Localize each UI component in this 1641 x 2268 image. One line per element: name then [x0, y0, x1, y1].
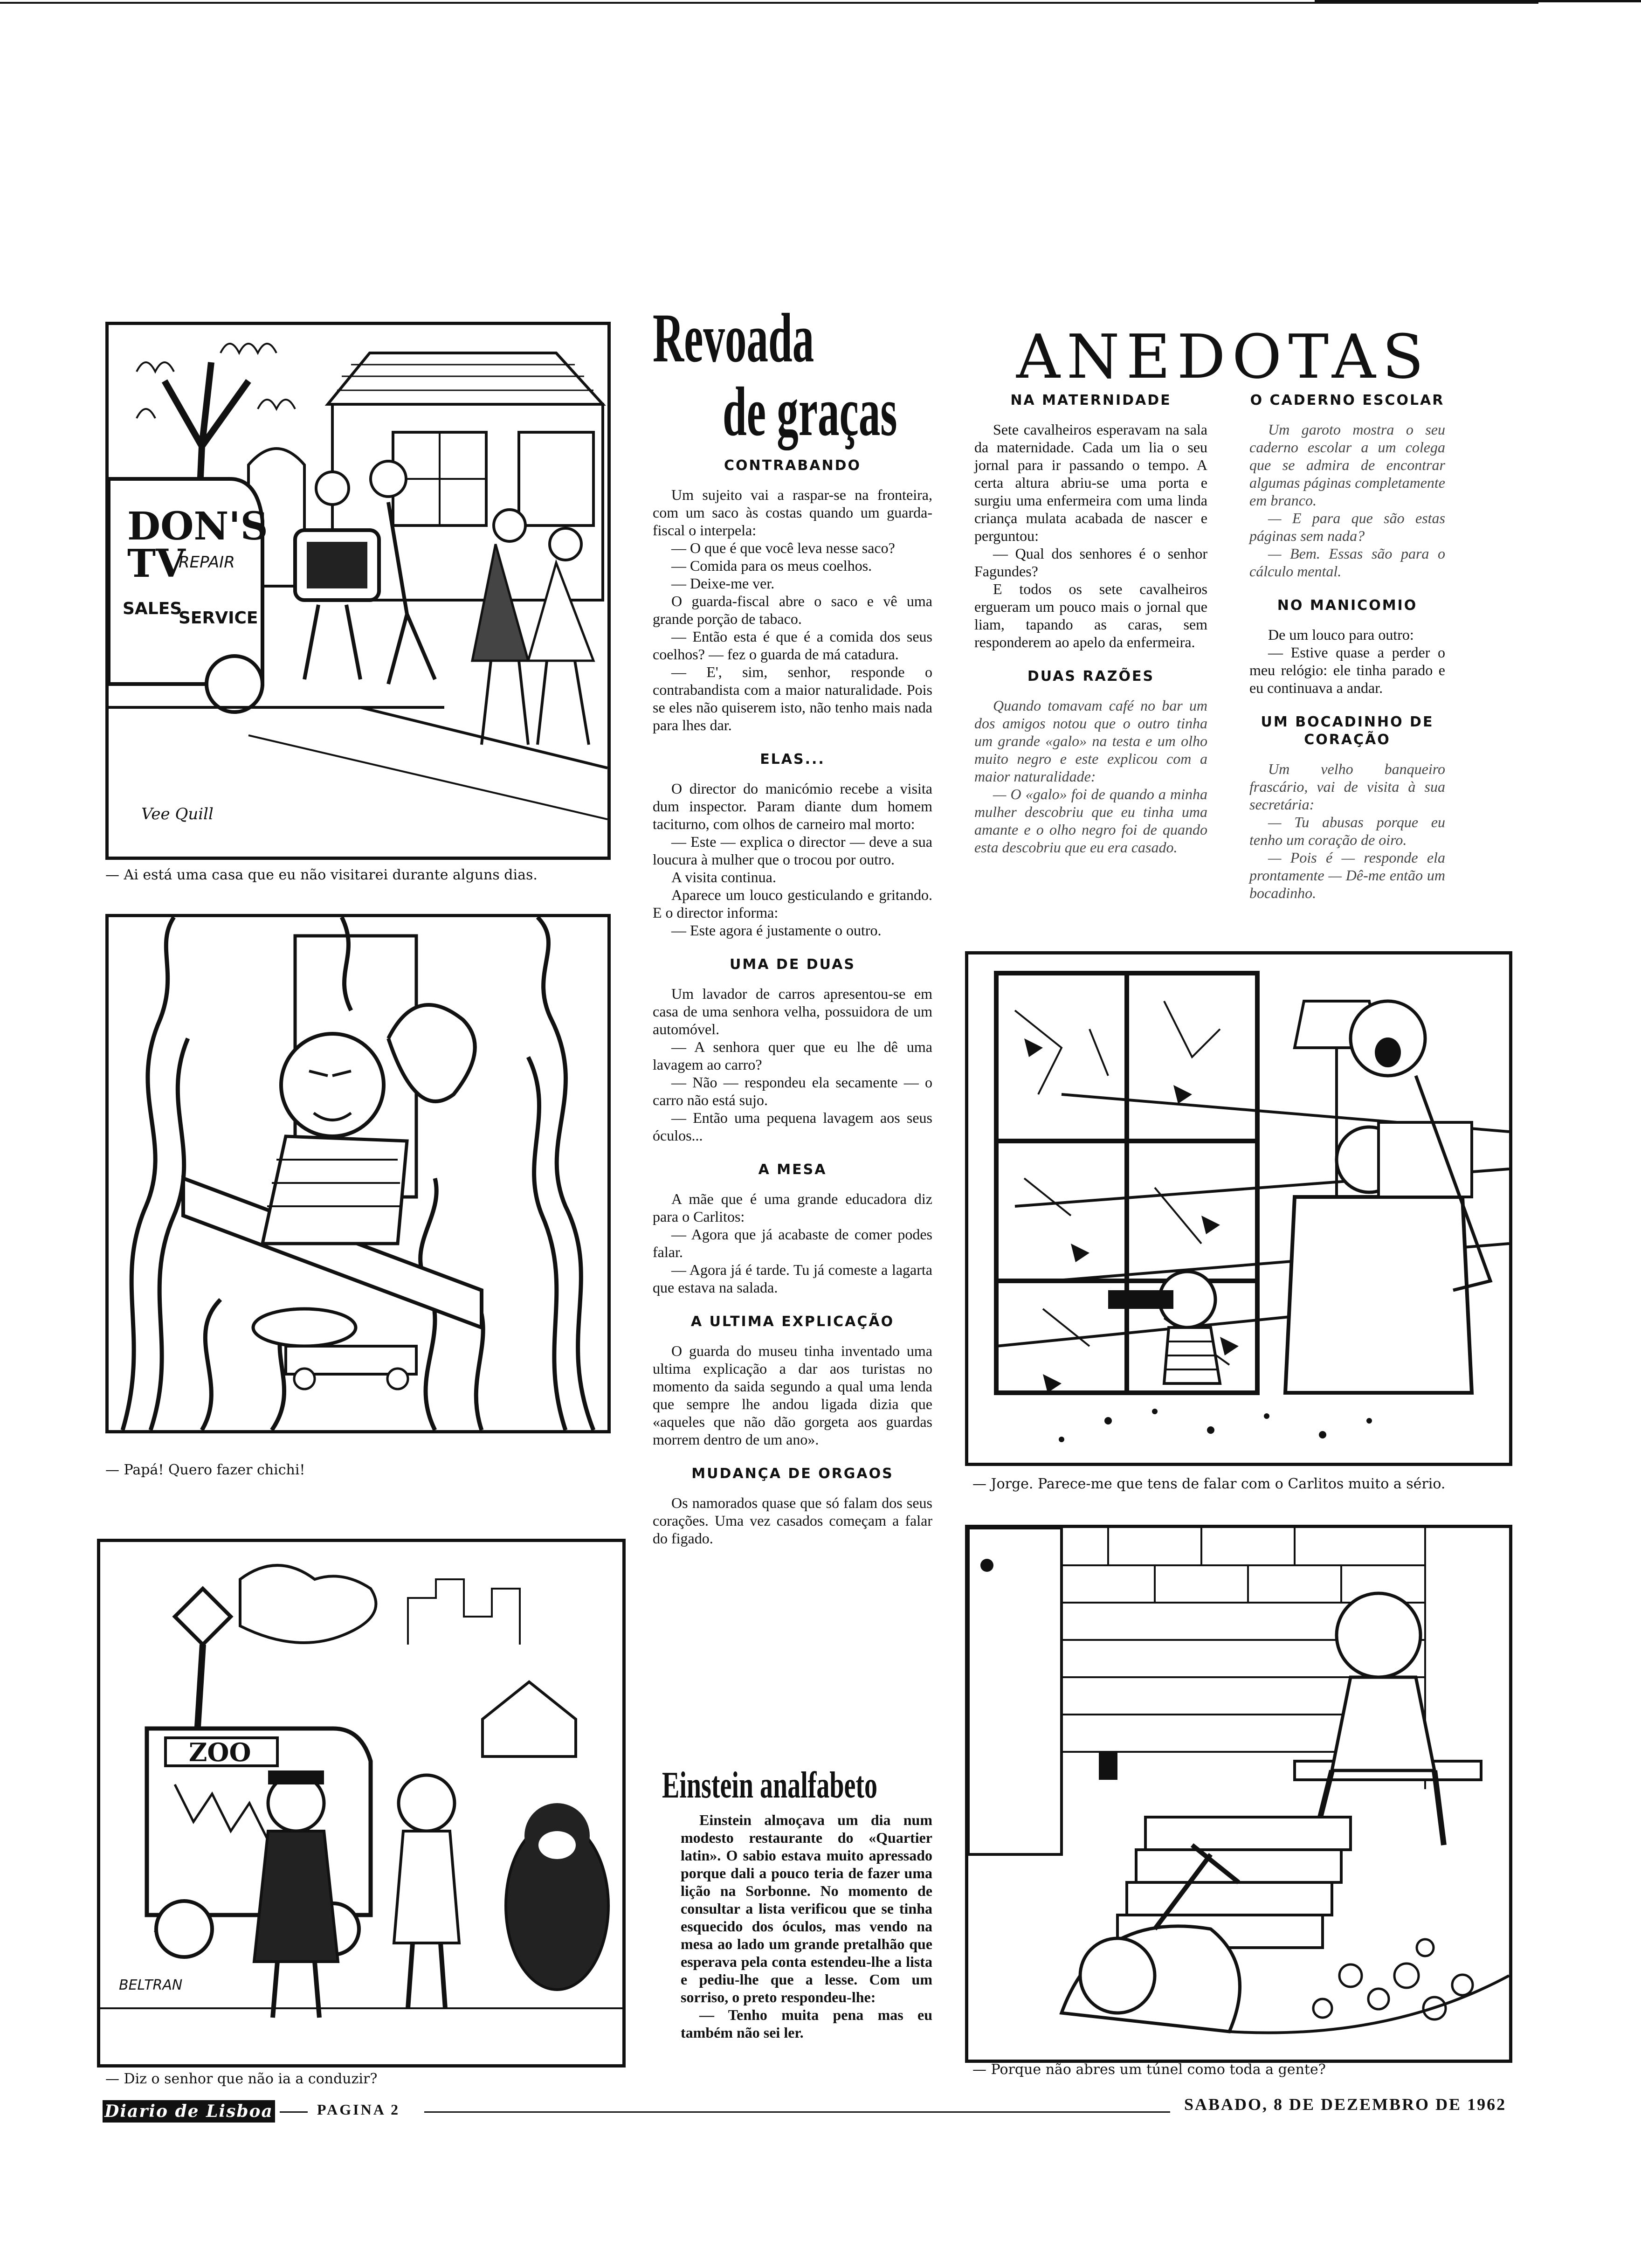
paragraph: — Este — explica o director — deve a sua loucura à mulher que o trocou por outro.	[653, 833, 932, 868]
cartoon-tunnel-drawing	[968, 1528, 1509, 2060]
sign-tv: TV	[127, 541, 186, 586]
top-rule	[0, 2, 1538, 4]
section-heading: NO MANICOMIO	[1277, 597, 1418, 614]
paragraph: — Qual dos senhores é o senhor Fagundes?	[974, 545, 1207, 580]
sign-dons: DON'S	[127, 504, 268, 549]
paragraph: — Então uma pequena lavagem aos seus óculos...	[653, 1109, 932, 1144]
paragraph: O director do manicómio recebe a visita dum inspector. Param diante dum homem taciturno, com olhos de carneiro mal morto:	[653, 780, 932, 832]
artist-signature: Vee Quill	[141, 805, 214, 823]
paragraph: A visita continua.	[671, 869, 776, 885]
paragraph: Einstein almoçava um dia num modesto restaurante do «Quartier latin». O sabio estava muito apressado porque dali a pouco teria de fazer uma lição na Sorbonne. No momento de consultar a lista verificou que se tinha esquecido dos óculos, mas vendo na mesa ao lado um grande pretalhão que esperava pela conta estendeu-lhe a lista e pediu-lhe que a lesse. Com um sorriso, o preto respondeu-lhe:	[681, 1812, 932, 2005]
sign-sales: SALES	[123, 599, 182, 618]
anedotas-title: ANEDOTAS	[1016, 321, 1430, 392]
artist-signature-beltran: BELTRAN	[119, 1977, 183, 1993]
einstein-body	[681, 1811, 932, 2041]
paragraph: Um sujeito vai a raspar-se na fronteira, com um saco às costas quando um guarda-fiscal o interpela:	[653, 486, 932, 539]
paragraph: — Não — respondeu ela secamente — o carro não está sujo.	[653, 1074, 932, 1108]
section-heading: CONTRABANDO	[724, 457, 861, 474]
section-heading: UMA DE DUAS	[730, 956, 855, 973]
section-heading: UM BOCADINHO DE CORAÇÃO	[1261, 714, 1434, 748]
caption-cartoon-1: — Ai está uma casa que eu não visitarei durante alguns dias.	[105, 867, 538, 883]
einstein-title: Einstein analfabeto	[662, 1765, 878, 1806]
footer-rule-middle	[424, 2111, 1170, 2113]
cartoon-broken-window	[965, 951, 1512, 1466]
cartoon-tv-drawing	[109, 325, 607, 857]
cartoon-tv-thieves	[105, 322, 611, 860]
revoada-title-line2: de graças	[723, 373, 897, 450]
paragraph: — E para que são estas páginas sem nada?	[1249, 510, 1445, 544]
anedotas-right-column	[1249, 382, 1445, 902]
revoada-title-line1: Revoada	[653, 299, 814, 377]
paragraph: — A senhora quer que eu lhe dê uma lavagem ao carro?	[653, 1038, 932, 1073]
paragraph: — Comida para os meus coelhos.	[671, 557, 872, 574]
footer-rule-left	[280, 2111, 308, 2113]
paragraph: Um lavador de carros apresentou-se em casa de uma senhora velha, possuidora de um automóvel.	[653, 985, 932, 1037]
anedotas-left-column	[974, 382, 1207, 856]
section-heading: O CADERNO ESCOLAR	[1250, 392, 1445, 408]
van-zoo-label: ZOO	[189, 1737, 251, 1767]
paragraph: Um garoto mostra o seu caderno escolar a um colega que se admira de encontrar algumas páginas completamente em branco.	[1249, 421, 1445, 509]
paragraph: — O «galo» foi de quando a minha mulher descobriu que eu tinha uma amante e o olho negro foi de quando esta descobriu que eu era casado.	[974, 786, 1207, 856]
paragraph: Aparece um louco gesticulando e gritando. E o director informa:	[653, 886, 932, 921]
cartoon-zoo-drawing	[100, 1542, 622, 2064]
paragraph: A mãe que é uma grande educadora diz para o Carlitos:	[653, 1190, 932, 1225]
paragraph: — Tenho muita pena mas eu também não sei ler.	[681, 2006, 932, 2041]
paragraph: E todos os sete cavalheiros ergueram um pouco mais o jornal que liam, tapando as caras, sem responderem ao apelo da enfermeira.	[974, 581, 1207, 650]
sign-repair: REPAIR	[179, 553, 235, 572]
paragraph: Quando tomavam café no bar um dos amigos notou que o outro tinha um grande «galo» na testa e um olho muito negro e este explicou com a maior naturalidade:	[974, 697, 1207, 785]
section-heading: A ULTIMA EXPLICAÇÃO	[690, 1314, 895, 1330]
cartoon-zoo-accident	[97, 1539, 626, 2067]
caption-cartoon-5: — Porque não abres um túnel como toda a gente?	[972, 2061, 1326, 2078]
paragraph: — Agora que já acabaste de comer podes falar.	[653, 1226, 932, 1260]
paragraph: — Estive quase a perder o meu relógio: ele tinha parado e eu continuava a andar.	[1249, 644, 1445, 696]
caption-cartoon-4: — Jorge. Parece-me que tens de falar com o Carlitos muito a sério.	[972, 1476, 1446, 1492]
paragraph: — E', sim, senhor, responde o contrabandista com a maior naturalidade. Pois se eles não quiserem isto, não tenho mais nada para lhes dar.	[653, 664, 932, 733]
paragraph: — Deixe-me ver.	[671, 575, 775, 592]
paragraph: Sete cavalheiros esperavam na sala da maternidade. Cada um lia o seu jornal para ir passando o tempo. A certa altura abriu-se uma porta e surgiu uma enfermeira com uma linda criança mulata acabada de nascer e perguntou:	[974, 421, 1207, 544]
paragraph: — Então esta é que é a comida dos seus coelhos? — fez o guarda de má catadura.	[653, 628, 932, 663]
caption-cartoon-2: — Papá! Quero fazer chichi!	[105, 1462, 305, 1478]
sign-service: SERVICE	[179, 608, 258, 628]
paragraph: O guarda do museu tinha inventado uma ultima explicação a dar aos turistas no momento da saida segundo a qual uma lenda que sempre lhe andou ligada dizia que «aqueles que não dão gorgeta aos guardas morrem dentro de um ano».	[653, 1342, 932, 1448]
paragraph: Um velho banqueiro frascário, vai de visita à sua secretária:	[1249, 761, 1445, 813]
section-heading: DUAS RAZÕES	[1027, 668, 1155, 685]
cartoon-window-drawing	[968, 954, 1509, 1463]
section-heading: MUDANÇA DE ORGAOS	[691, 1466, 894, 1482]
top-rule-right	[1315, 0, 1641, 2]
paragraph: — Bem. Essas são para o cálculo mental.	[1249, 545, 1445, 580]
revoada-column	[653, 457, 932, 1547]
paragraph: — Este agora é justamente o outro.	[671, 922, 882, 939]
paragraph: — Pois é — responde ela prontamente — Dê-me então um bocadinho.	[1249, 849, 1445, 901]
newspaper-logo: Diario de Lisboa	[103, 2100, 275, 2123]
page-number: PAGINA 2	[317, 2101, 400, 2118]
cartoon-tunnel	[965, 1525, 1512, 2063]
caption-cartoon-3: — Diz o senhor que não ia a conduzir?	[105, 2071, 378, 2087]
issue-date: SABADO, 8 DE DEZEMBRO DE 1962	[1184, 2095, 1507, 2114]
cartoon-fire	[105, 914, 611, 1433]
section-heading: ELAS...	[760, 751, 825, 768]
paragraph: — O que é que você leva nesse saco?	[671, 539, 895, 556]
paragraph: — Tu abusas porque eu tenho um coração de oiro.	[1249, 814, 1445, 848]
cartoon-fire-drawing	[109, 917, 607, 1430]
paragraph: Os namorados quase que só falam dos seus corações. Uma vez casados começam a falar do figado.	[653, 1494, 932, 1547]
section-heading: A MESA	[758, 1162, 827, 1178]
paragraph: — Agora já é tarde. Tu já comeste a lagarta que estava na salada.	[653, 1261, 932, 1296]
section-heading: NA MATERNIDADE	[1010, 392, 1172, 408]
paragraph: De um louco para outro:	[1268, 626, 1414, 643]
paragraph: O guarda-fiscal abre o saco e vê uma grande porção de tabaco.	[653, 593, 932, 627]
